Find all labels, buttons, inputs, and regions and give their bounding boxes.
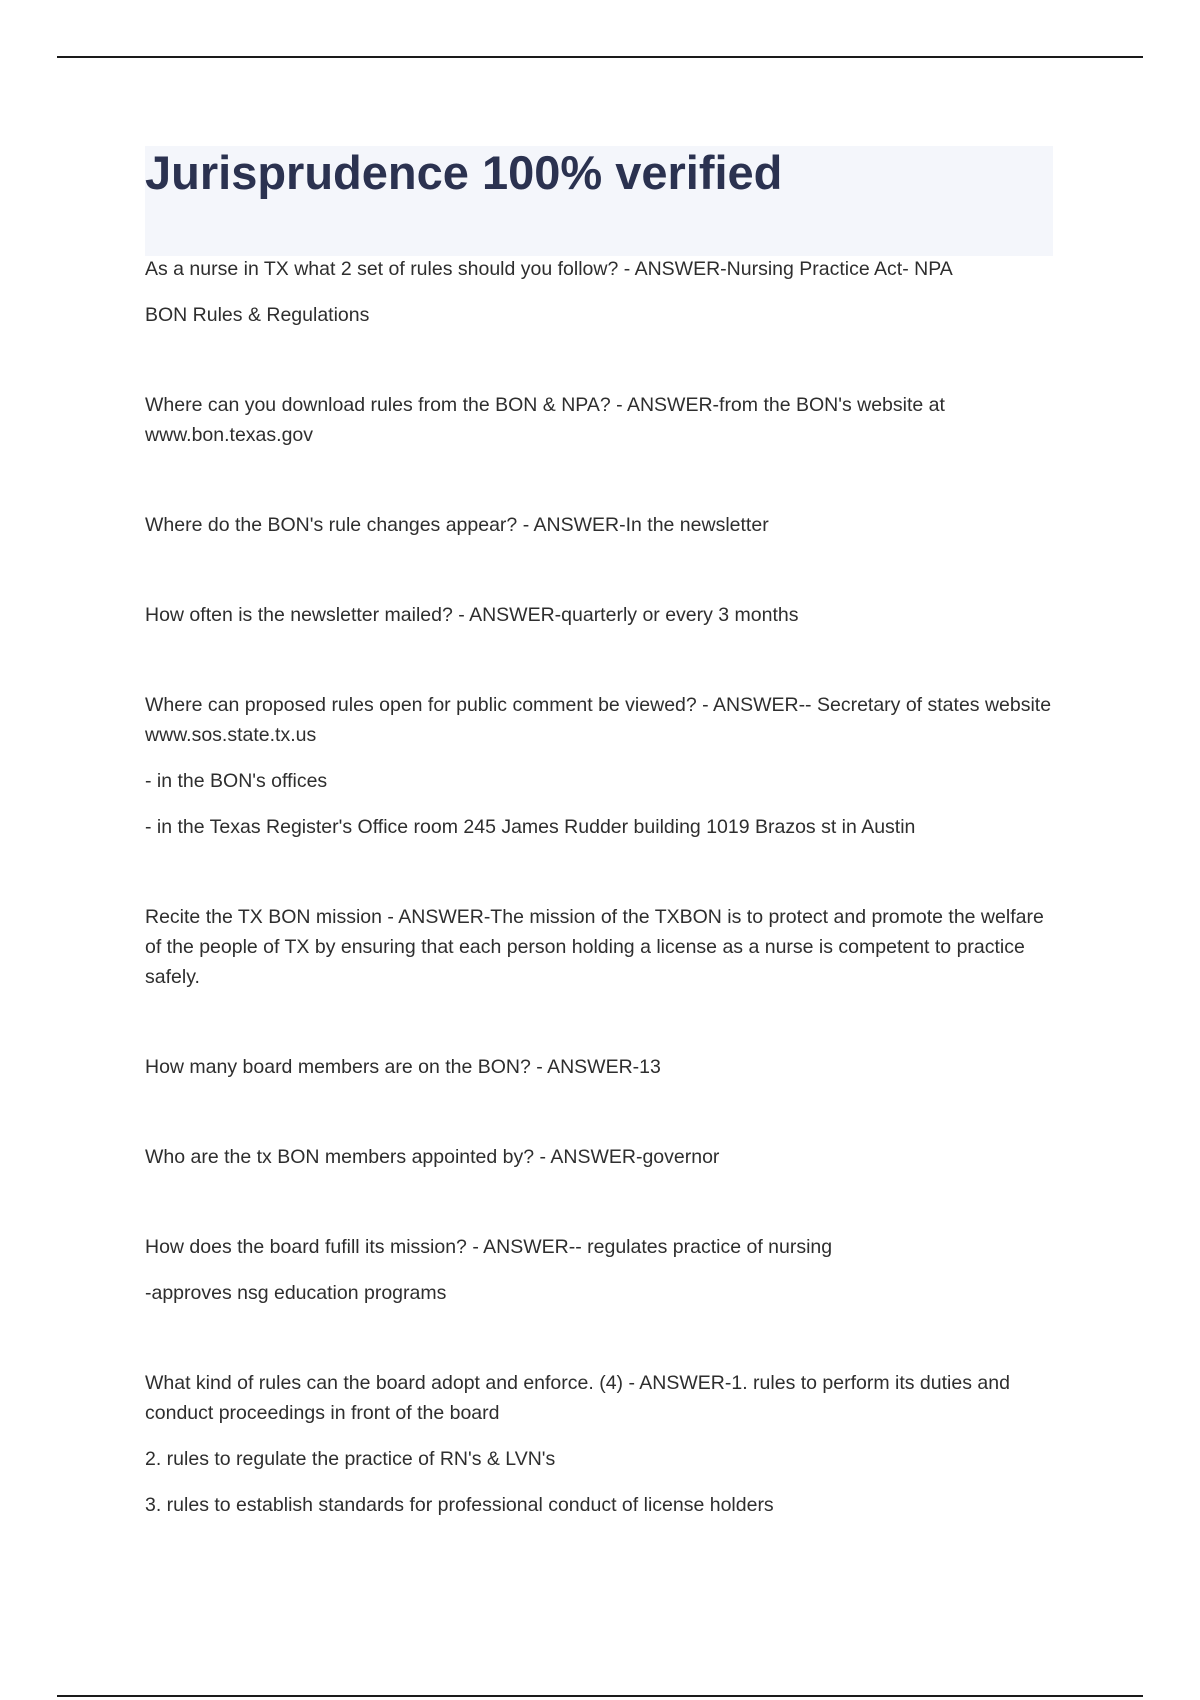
document-body [145, 254, 1065, 1580]
qa-paragraph: As a nurse in TX what 2 set of rules should you follow? - ANSWER-Nursing Practice Act- NPA [145, 258, 953, 280]
qa-item [145, 1232, 1065, 1308]
qa-item [145, 254, 1065, 330]
qa-item [145, 1368, 1065, 1520]
qa-paragraph: - in the BON's offices [145, 770, 328, 792]
qa-paragraph: -approves nsg education programs [145, 1282, 447, 1304]
qa-paragraph: Where can proposed rules open for public comment be viewed? - ANSWER-- Secretary of states website www.sos.state.tx.us [145, 694, 1052, 746]
top-rule [57, 56, 1143, 58]
document-title: Jurisprudence 100% verified [145, 146, 783, 199]
qa-paragraph: How many board members are on the BON? - ANSWER-13 [145, 1056, 661, 1078]
qa-paragraph: What kind of rules can the board adopt and enforce. (4) - ANSWER-1. rules to perform its duties and conduct proceedings in front of the board [145, 1372, 1010, 1424]
qa-item [145, 902, 1065, 992]
bottom-rule [57, 1695, 1143, 1697]
qa-item [145, 510, 1065, 540]
qa-paragraph: Where can you download rules from the BON & NPA? - ANSWER-from the BON's website at www.bon.texas.gov [145, 394, 945, 446]
qa-item [145, 1142, 1065, 1172]
qa-item [145, 690, 1065, 842]
qa-paragraph: BON Rules & Regulations [145, 304, 370, 326]
qa-paragraph: 3. rules to establish standards for professional conduct of license holders [145, 1494, 774, 1516]
qa-paragraph: How does the board fufill its mission? - ANSWER-- regulates practice of nursing [145, 1236, 833, 1258]
qa-paragraph: - in the Texas Register's Office room 245 James Rudder building 1019 Brazos st in Austin [145, 816, 916, 838]
qa-paragraph: Recite the TX BON mission - ANSWER-The mission of the TXBON is to protect and promote the welfare of the people of TX by ensuring that each person holding a license as a nurse is competent to practice safely. [145, 906, 1044, 988]
qa-paragraph: Where do the BON's rule changes appear? - ANSWER-In the newsletter [145, 514, 769, 536]
qa-item [145, 600, 1065, 630]
qa-paragraph: How often is the newsletter mailed? - ANSWER-quarterly or every 3 months [145, 604, 799, 626]
qa-item [145, 390, 1065, 450]
qa-paragraph: Who are the tx BON members appointed by? - ANSWER-governor [145, 1146, 720, 1168]
qa-paragraph: 2. rules to regulate the practice of RN's & LVN's [145, 1448, 556, 1470]
qa-item [145, 1052, 1065, 1082]
